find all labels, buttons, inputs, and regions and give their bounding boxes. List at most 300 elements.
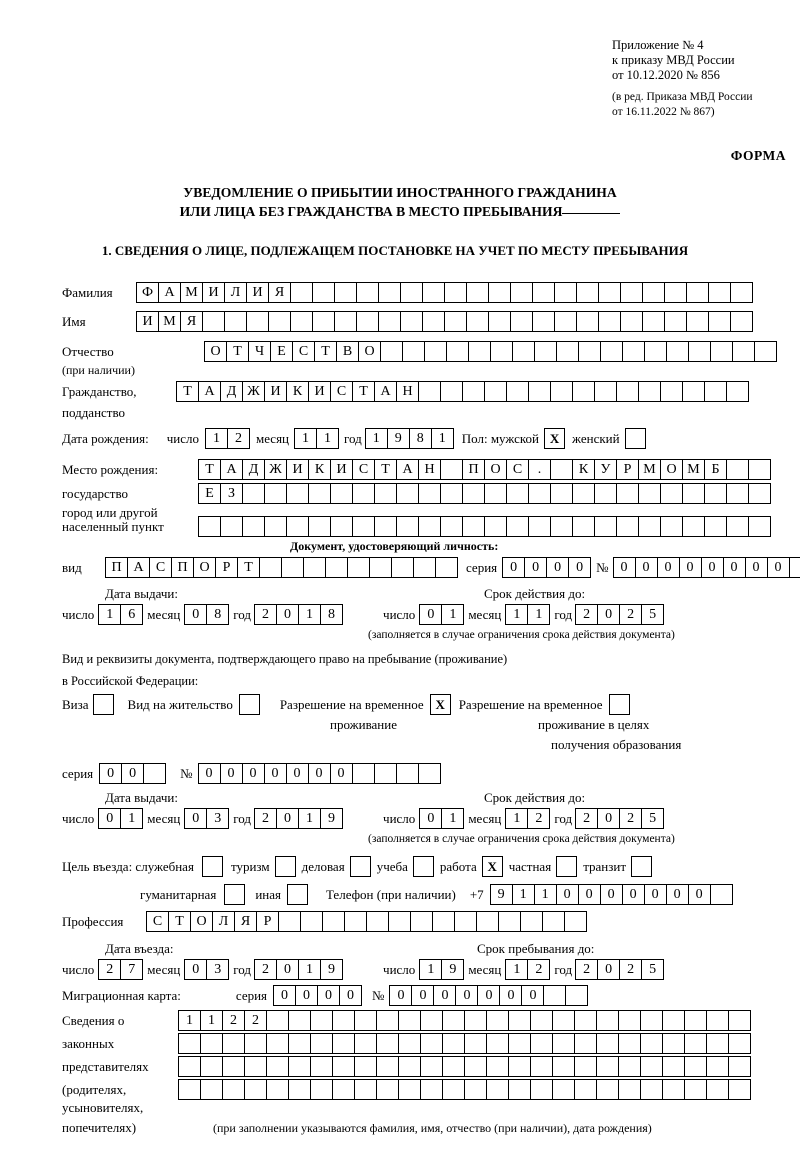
cell[interactable] [330, 483, 353, 504]
cell[interactable]: 2 [254, 604, 277, 625]
cell[interactable]: О [204, 341, 227, 362]
cell[interactable] [660, 516, 683, 537]
cell[interactable]: 1 [298, 604, 321, 625]
phone-input[interactable] [490, 884, 733, 905]
purpose-business-checkbox[interactable] [350, 856, 371, 877]
cell[interactable] [444, 311, 467, 332]
cell[interactable]: 9 [320, 808, 343, 829]
cell[interactable] [572, 483, 595, 504]
cell[interactable]: Т [198, 459, 221, 480]
cell[interactable]: 0 [679, 557, 702, 578]
cell[interactable] [600, 341, 623, 362]
cell[interactable]: Т [226, 341, 249, 362]
cell[interactable]: 0 [198, 763, 221, 784]
cell[interactable]: 2 [575, 808, 598, 829]
cell[interactable]: П [462, 459, 485, 480]
cell[interactable]: 1 [98, 604, 121, 625]
cell[interactable]: 0 [184, 959, 207, 980]
cell[interactable] [352, 763, 375, 784]
cell[interactable] [552, 1056, 575, 1077]
cell[interactable] [728, 1033, 751, 1054]
cell[interactable]: 0 [264, 763, 287, 784]
cell[interactable] [422, 311, 445, 332]
cell[interactable]: 0 [242, 763, 265, 784]
cell[interactable]: 1 [534, 884, 557, 905]
cell[interactable] [616, 381, 639, 402]
cell[interactable]: 0 [622, 884, 645, 905]
cell[interactable] [572, 381, 595, 402]
cell[interactable] [486, 1010, 509, 1031]
cell[interactable] [422, 282, 445, 303]
cell[interactable] [376, 1010, 399, 1031]
edu-residence-checkbox[interactable] [609, 694, 630, 715]
cell[interactable] [440, 459, 463, 480]
cell[interactable]: 0 [524, 557, 547, 578]
cell[interactable] [310, 1033, 333, 1054]
cell[interactable] [268, 311, 291, 332]
cell[interactable] [506, 483, 529, 504]
cell[interactable] [662, 1056, 685, 1077]
cell[interactable]: О [358, 341, 381, 362]
cell[interactable] [726, 381, 749, 402]
cell[interactable] [410, 911, 433, 932]
birth-month-input[interactable] [294, 428, 339, 449]
cell[interactable]: 9 [441, 959, 464, 980]
cell[interactable]: И [330, 459, 353, 480]
cell[interactable] [640, 1010, 663, 1031]
cell[interactable]: Ж [264, 459, 287, 480]
cell[interactable] [332, 1056, 355, 1077]
cell[interactable]: Д [242, 459, 265, 480]
cell[interactable] [222, 1079, 245, 1100]
cell[interactable] [352, 483, 375, 504]
cell[interactable]: И [264, 381, 287, 402]
cell[interactable]: 2 [222, 1010, 245, 1031]
cell[interactable] [638, 483, 661, 504]
cell[interactable] [704, 516, 727, 537]
cell[interactable] [286, 483, 309, 504]
cell[interactable]: А [198, 381, 221, 402]
cell[interactable] [708, 282, 731, 303]
cell[interactable] [334, 282, 357, 303]
cell[interactable] [730, 311, 753, 332]
cell[interactable]: 1 [505, 808, 528, 829]
cell[interactable] [534, 341, 557, 362]
cell[interactable] [420, 1079, 443, 1100]
purpose-work-checkbox[interactable]: Х [482, 856, 503, 877]
cell[interactable] [264, 516, 287, 537]
cell[interactable]: 0 [419, 808, 442, 829]
cell[interactable] [726, 459, 749, 480]
migration-series-input[interactable] [273, 985, 362, 1006]
cell[interactable] [398, 1033, 421, 1054]
cell[interactable]: 0 [276, 959, 299, 980]
cell[interactable]: 1 [200, 1010, 223, 1031]
cell[interactable]: П [105, 557, 128, 578]
cell[interactable] [576, 282, 599, 303]
cell[interactable] [266, 1079, 289, 1100]
permit-valid-month-input[interactable] [505, 808, 550, 829]
cell[interactable] [398, 1056, 421, 1077]
cell[interactable] [618, 1056, 641, 1077]
cell[interactable] [508, 1010, 531, 1031]
cell[interactable] [564, 911, 587, 932]
legal-rep-input-2[interactable] [178, 1033, 751, 1054]
cell[interactable] [550, 516, 573, 537]
cell[interactable]: 0 [701, 557, 724, 578]
cell[interactable]: 1 [505, 604, 528, 625]
cell[interactable] [413, 557, 436, 578]
cell[interactable]: Л [224, 282, 247, 303]
purpose-tourism-checkbox[interactable] [275, 856, 296, 877]
cell[interactable] [638, 381, 661, 402]
cell[interactable] [418, 516, 441, 537]
cell[interactable] [616, 516, 639, 537]
cell[interactable] [200, 1079, 223, 1100]
cell[interactable] [532, 311, 555, 332]
cell[interactable] [266, 1033, 289, 1054]
legal-rep-input-4[interactable] [178, 1079, 751, 1100]
cell[interactable]: А [396, 459, 419, 480]
legal-rep-input-3[interactable] [178, 1056, 751, 1077]
cell[interactable] [352, 516, 375, 537]
cell[interactable]: Т [352, 381, 375, 402]
doc-valid-day-input[interactable] [419, 604, 464, 625]
cell[interactable] [508, 1079, 531, 1100]
cell[interactable] [376, 1056, 399, 1077]
cell[interactable] [686, 311, 709, 332]
cell[interactable] [556, 341, 579, 362]
cell[interactable] [442, 1033, 465, 1054]
cell[interactable] [594, 381, 617, 402]
entry-day-input[interactable] [98, 959, 143, 980]
cell[interactable] [530, 1010, 553, 1031]
cell[interactable] [347, 557, 370, 578]
cell[interactable]: 0 [556, 884, 579, 905]
cell[interactable]: 0 [273, 985, 296, 1006]
cell[interactable]: 0 [600, 884, 623, 905]
cell[interactable] [198, 516, 221, 537]
cell[interactable] [642, 282, 665, 303]
cell[interactable] [242, 516, 265, 537]
cell[interactable]: 2 [619, 604, 642, 625]
cell[interactable] [662, 1033, 685, 1054]
cell[interactable] [554, 282, 577, 303]
cell[interactable] [325, 557, 348, 578]
cell[interactable] [391, 557, 414, 578]
cell[interactable]: И [308, 381, 331, 402]
cell[interactable] [178, 1056, 201, 1077]
cell[interactable] [598, 282, 621, 303]
cell[interactable] [510, 311, 533, 332]
cell[interactable] [420, 1033, 443, 1054]
cell[interactable] [442, 1056, 465, 1077]
cell[interactable] [594, 516, 617, 537]
cell[interactable] [290, 311, 313, 332]
entry-year-input[interactable] [254, 959, 343, 980]
cell[interactable]: 1 [512, 884, 535, 905]
cell[interactable] [706, 1079, 729, 1100]
cell[interactable] [200, 1033, 223, 1054]
cell[interactable] [486, 1056, 509, 1077]
cell[interactable]: С [352, 459, 375, 480]
cell[interactable] [344, 911, 367, 932]
cell[interactable] [244, 1056, 267, 1077]
cell[interactable]: 2 [254, 959, 277, 980]
cell[interactable]: Т [176, 381, 199, 402]
cell[interactable]: П [171, 557, 194, 578]
cell[interactable]: 2 [575, 959, 598, 980]
cell[interactable] [308, 483, 331, 504]
cell[interactable] [444, 282, 467, 303]
cell[interactable] [682, 516, 705, 537]
cell[interactable]: С [292, 341, 315, 362]
cell[interactable] [616, 483, 639, 504]
cell[interactable]: 2 [619, 808, 642, 829]
doc-issue-month-input[interactable] [184, 604, 229, 625]
cell[interactable] [530, 1079, 553, 1100]
cell[interactable]: 1 [178, 1010, 201, 1031]
cell[interactable] [622, 341, 645, 362]
cell[interactable] [418, 483, 441, 504]
cell[interactable] [466, 282, 489, 303]
cell[interactable]: 0 [568, 557, 591, 578]
cell[interactable] [730, 282, 753, 303]
cell[interactable]: О [660, 459, 683, 480]
name-input[interactable] [136, 311, 753, 332]
cell[interactable]: 8 [320, 604, 343, 625]
permit-series-input[interactable] [99, 763, 166, 784]
cell[interactable]: 0 [597, 959, 620, 980]
cell[interactable]: 1 [431, 428, 454, 449]
cell[interactable] [354, 1033, 377, 1054]
cell[interactable] [638, 516, 661, 537]
purpose-study-checkbox[interactable] [413, 856, 434, 877]
cell[interactable]: 1 [316, 428, 339, 449]
cell[interactable]: 0 [433, 985, 456, 1006]
cell[interactable] [462, 516, 485, 537]
cell[interactable]: А [374, 381, 397, 402]
cell[interactable] [486, 1033, 509, 1054]
cell[interactable]: 0 [330, 763, 353, 784]
cell[interactable] [354, 1010, 377, 1031]
cell[interactable] [464, 1010, 487, 1031]
cell[interactable] [578, 341, 601, 362]
cell[interactable]: 2 [527, 959, 550, 980]
cell[interactable]: М [158, 311, 181, 332]
cell[interactable] [565, 985, 588, 1006]
doc-issue-year-input[interactable] [254, 604, 343, 625]
patronymic-input[interactable] [204, 341, 777, 362]
cell[interactable] [704, 483, 727, 504]
cell[interactable] [278, 911, 301, 932]
cell[interactable] [288, 1010, 311, 1031]
cell[interactable] [440, 483, 463, 504]
cell[interactable] [376, 1033, 399, 1054]
residence-permit-checkbox[interactable] [239, 694, 260, 715]
cell[interactable]: 0 [98, 808, 121, 829]
doc-issue-day-input[interactable] [98, 604, 143, 625]
surname-input[interactable] [136, 282, 753, 303]
sex-female-checkbox[interactable] [625, 428, 646, 449]
cell[interactable] [259, 557, 282, 578]
cell[interactable]: 0 [745, 557, 768, 578]
cell[interactable] [402, 341, 425, 362]
cell[interactable]: А [158, 282, 181, 303]
cell[interactable]: 0 [455, 985, 478, 1006]
cell[interactable]: Р [256, 911, 279, 932]
cell[interactable]: 2 [244, 1010, 267, 1031]
cell[interactable] [520, 911, 543, 932]
cell[interactable] [143, 763, 166, 784]
cell[interactable] [266, 1010, 289, 1031]
cell[interactable]: 9 [320, 959, 343, 980]
cell[interactable] [442, 1079, 465, 1100]
permit-issue-day-input[interactable] [98, 808, 143, 829]
cell[interactable] [400, 311, 423, 332]
cell[interactable]: Н [396, 381, 419, 402]
cell[interactable]: Е [270, 341, 293, 362]
cell[interactable]: 1 [298, 959, 321, 980]
cell[interactable] [290, 282, 313, 303]
cell[interactable] [596, 1010, 619, 1031]
cell[interactable]: 0 [220, 763, 243, 784]
cell[interactable]: 1 [120, 808, 143, 829]
cell[interactable]: К [286, 381, 309, 402]
cell[interactable] [640, 1033, 663, 1054]
cell[interactable] [388, 911, 411, 932]
cell[interactable]: 0 [411, 985, 434, 1006]
cell[interactable]: 0 [597, 604, 620, 625]
cell[interactable] [288, 1079, 311, 1100]
cell[interactable] [418, 763, 441, 784]
temp-residence-checkbox[interactable]: Х [430, 694, 451, 715]
cell[interactable] [374, 483, 397, 504]
cell[interactable] [484, 381, 507, 402]
cell[interactable]: 5 [641, 604, 664, 625]
cell[interactable] [574, 1079, 597, 1100]
cell[interactable] [512, 341, 535, 362]
cell[interactable]: С [149, 557, 172, 578]
cell[interactable]: М [682, 459, 705, 480]
cell[interactable] [664, 311, 687, 332]
permit-number-input[interactable] [198, 763, 441, 784]
cell[interactable] [432, 911, 455, 932]
cell[interactable] [464, 1033, 487, 1054]
cell[interactable] [594, 483, 617, 504]
cell[interactable] [488, 311, 511, 332]
cell[interactable] [664, 282, 687, 303]
cell[interactable]: А [220, 459, 243, 480]
stay-day-input[interactable] [419, 959, 464, 980]
cell[interactable] [542, 911, 565, 932]
cell[interactable] [708, 311, 731, 332]
stay-month-input[interactable] [505, 959, 550, 980]
cell[interactable]: Р [616, 459, 639, 480]
cell[interactable] [688, 341, 711, 362]
cell[interactable] [202, 311, 225, 332]
cell[interactable]: 0 [339, 985, 362, 1006]
cell[interactable] [550, 459, 573, 480]
visa-checkbox[interactable] [93, 694, 114, 715]
cell[interactable] [488, 282, 511, 303]
cell[interactable]: 7 [120, 959, 143, 980]
cell[interactable]: 3 [206, 959, 229, 980]
cell[interactable]: Л [212, 911, 235, 932]
birthplace-input-line3[interactable] [198, 516, 771, 537]
birthplace-input-line1[interactable] [198, 459, 771, 480]
cell[interactable] [530, 1033, 553, 1054]
cell[interactable] [400, 282, 423, 303]
cell[interactable]: Р [215, 557, 238, 578]
cell[interactable]: Е [198, 483, 221, 504]
cell[interactable] [398, 1079, 421, 1100]
cell[interactable] [300, 911, 323, 932]
cell[interactable] [486, 1079, 509, 1100]
cell[interactable] [528, 516, 551, 537]
cell[interactable] [554, 311, 577, 332]
cell[interactable]: 0 [308, 763, 331, 784]
cell[interactable]: 1 [294, 428, 317, 449]
cell[interactable]: 5 [641, 959, 664, 980]
cell[interactable]: 0 [121, 763, 144, 784]
cell[interactable] [618, 1010, 641, 1031]
cell[interactable] [312, 282, 335, 303]
cell[interactable] [684, 1079, 707, 1100]
cell[interactable]: 1 [441, 604, 464, 625]
cell[interactable] [484, 516, 507, 537]
cell[interactable] [706, 1010, 729, 1031]
cell[interactable] [552, 1010, 575, 1031]
cell[interactable] [242, 483, 265, 504]
cell[interactable] [640, 1056, 663, 1077]
cell[interactable] [596, 1079, 619, 1100]
cell[interactable] [224, 311, 247, 332]
cell[interactable] [312, 311, 335, 332]
purpose-private-checkbox[interactable] [556, 856, 577, 877]
cell[interactable]: 5 [641, 808, 664, 829]
cell[interactable] [178, 1033, 201, 1054]
cell[interactable]: 0 [521, 985, 544, 1006]
cell[interactable] [420, 1010, 443, 1031]
cell[interactable]: В [336, 341, 359, 362]
cell[interactable]: И [246, 282, 269, 303]
cell[interactable] [396, 763, 419, 784]
cell[interactable] [620, 282, 643, 303]
cell[interactable]: Д [220, 381, 243, 402]
cell[interactable] [748, 483, 771, 504]
cell[interactable] [310, 1056, 333, 1077]
cell[interactable] [332, 1079, 355, 1100]
cell[interactable] [528, 381, 551, 402]
cell[interactable] [378, 282, 401, 303]
migration-number-input[interactable] [389, 985, 588, 1006]
cell[interactable] [748, 516, 771, 537]
cell[interactable]: Ч [248, 341, 271, 362]
cell[interactable] [682, 381, 705, 402]
cell[interactable] [484, 483, 507, 504]
cell[interactable]: З [220, 483, 243, 504]
cell[interactable] [710, 341, 733, 362]
cell[interactable]: 2 [575, 604, 598, 625]
cell[interactable] [454, 911, 477, 932]
cell[interactable]: 6 [120, 604, 143, 625]
cell[interactable]: Б [704, 459, 727, 480]
cell[interactable] [710, 884, 733, 905]
cell[interactable] [640, 1079, 663, 1100]
entry-month-input[interactable] [184, 959, 229, 980]
cell[interactable] [442, 1010, 465, 1031]
